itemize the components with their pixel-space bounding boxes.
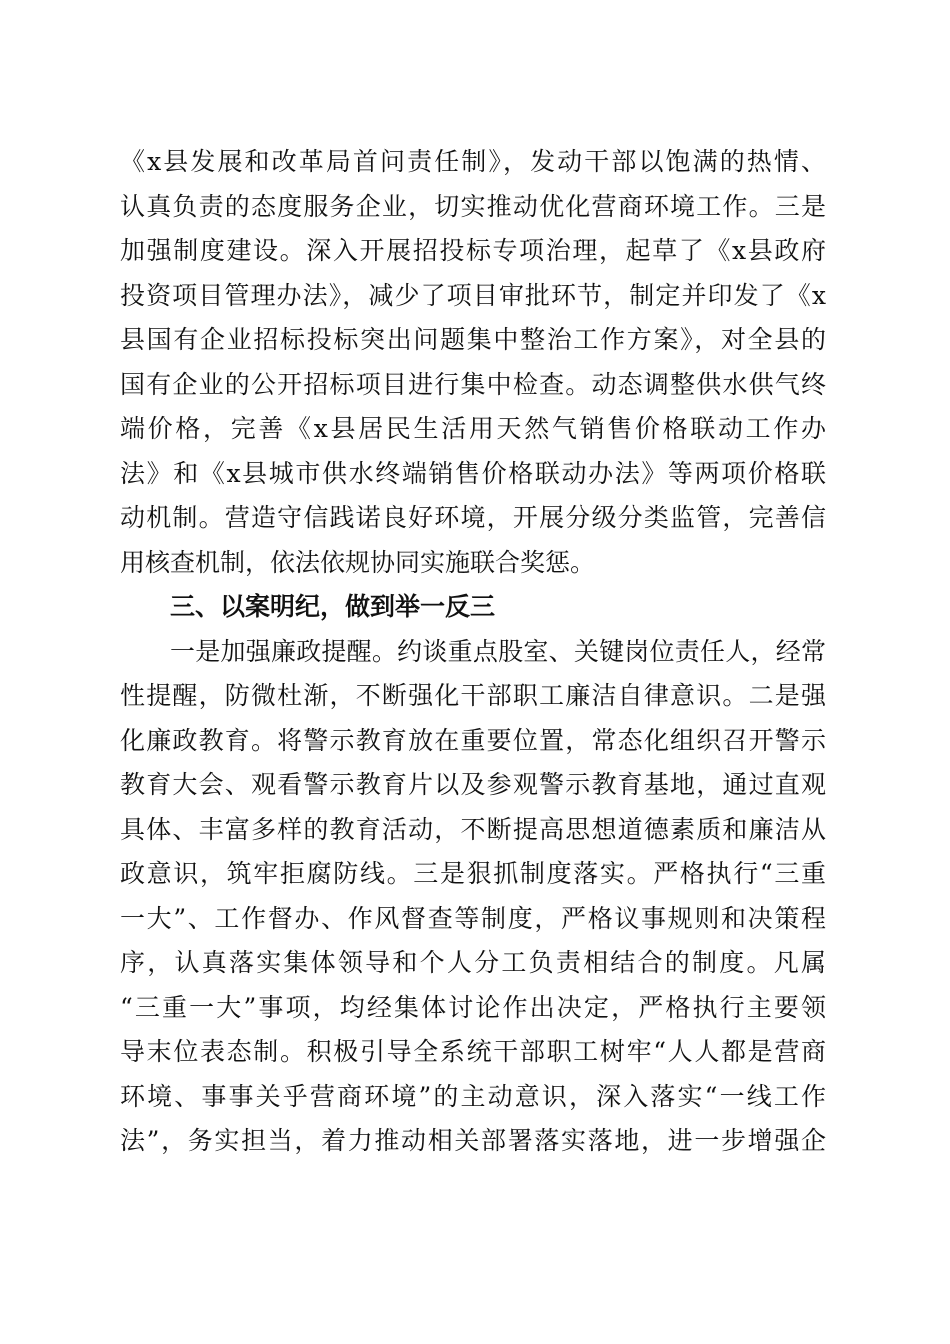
paragraph-1-line-9: 动机制。营造守信践诺良好环境，开展分级分类监管，完善信 (120, 503, 826, 532)
paragraph-2-line-9: “三重一大”事项，均经集体讨论作出决定，严格执行主要领 (120, 993, 826, 1022)
paragraph-2-line-2: 性提醒，防微杜渐，不断强化干部职工廉洁自律意识。二是强 (120, 681, 826, 710)
paragraph-1-line-8: 法》和《x县城市供水终端销售价格联动办法》等两项价格联 (120, 459, 826, 488)
paragraph-1-line-5: 县国有企业招标投标突出问题集中整治工作方案》，对全县的 (120, 325, 826, 354)
paragraph-2-line-12: 法”，务实担当，着力推动相关部署落实落地，进一步增强企 (120, 1126, 826, 1155)
paragraph-1-line-7: 端价格，完善《x县居民生活用天然气销售价格联动工作办 (120, 414, 826, 443)
paragraph-2-line-10: 导末位表态制。积极引导全系统干部职工树牢“人人都是营商 (120, 1037, 826, 1066)
paragraph-2-line-1: 一是加强廉政提醒。约谈重点股室、关键岗位责任人，经常 (170, 637, 826, 666)
paragraph-2-line-4: 教育大会、观看警示教育片以及参观警示教育基地，通过直观 (120, 770, 826, 799)
section-heading-3: 三、以案明纪，做到举一反三 (170, 592, 496, 621)
paragraph-2-line-8: 序，认真落实集体领导和个人分工负责相结合的制度。凡属 (120, 948, 826, 977)
paragraph-2-line-6: 政意识，筑牢拒腐防线。三是狠抓制度落实。严格执行“三重 (120, 859, 826, 888)
paragraph-1-line-10: 用核查机制，依法依规协同实施联合奖惩。 (120, 548, 596, 577)
paragraph-2-line-5: 具体、丰富多样的教育活动，不断提高思想道德素质和廉洁从 (120, 815, 826, 844)
paragraph-2-line-3: 化廉政教育。将警示教育放在重要位置，常态化组织召开警示 (120, 726, 826, 755)
paragraph-2-line-7: 一大”、工作督办、作风督查等制度，严格议事规则和决策程 (120, 904, 826, 933)
paragraph-1-line-2: 认真负责的态度服务企业，切实推动优化营商环境工作。三是 (120, 192, 826, 221)
paragraph-1-line-6: 国有企业的公开招标项目进行集中检查。动态调整供水供气终 (120, 370, 826, 399)
paragraph-2-line-11: 环境、事事关乎营商环境”的主动意识，深入落实“一线工作 (120, 1082, 826, 1111)
paragraph-1-line-4: 投资项目管理办法》，减少了项目审批环节，制定并印发了《x (120, 281, 826, 310)
paragraph-1-line-3: 加强制度建设。深入开展招投标专项治理，起草了《x县政府 (120, 236, 826, 265)
paragraph-1-line-1: 《x县发展和改革局首问责任制》，发动干部以饱满的热情、 (120, 147, 826, 176)
